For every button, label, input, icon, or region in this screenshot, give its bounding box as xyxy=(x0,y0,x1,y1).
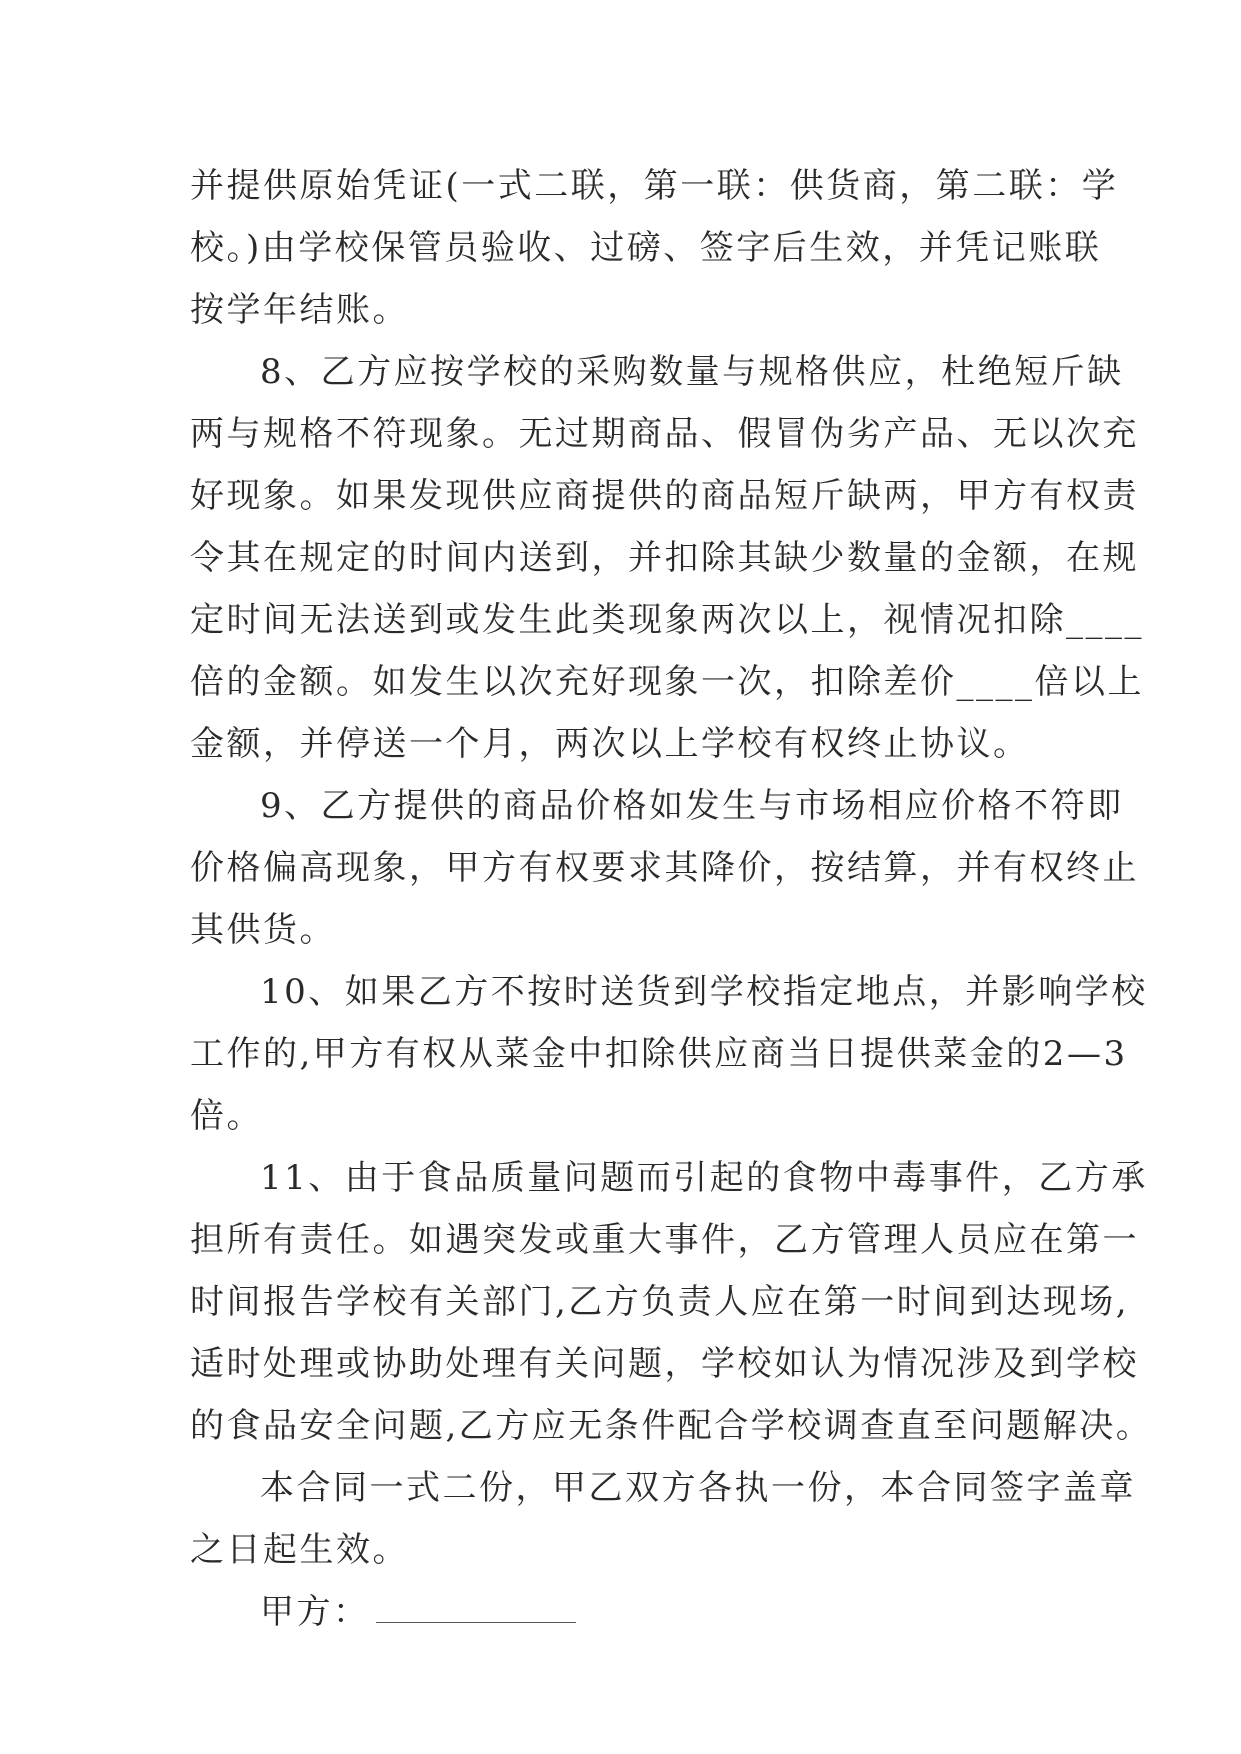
text-line: 令其在规定的时间内送到，并扣除其缺少数量的金额，在规 xyxy=(190,538,1139,578)
text-line: 适时处理或协助处理有关问题，学校如认为情况涉及到学校 xyxy=(190,1344,1139,1384)
paragraph-clause-10 xyxy=(190,961,1148,1147)
signature-blank xyxy=(376,1598,576,1623)
text-line: 11、由于食品质量问题而引起的食物中毒事件，乙方承 xyxy=(260,1158,1148,1198)
text-line: 其供货。 xyxy=(190,910,336,950)
text-line: 两与规格不符现象。无过期商品、假冒伪劣产品、无以次充 xyxy=(190,414,1139,454)
text-line: 工作的,甲方有权从菜金中扣除供应商当日提供菜金的2—3 xyxy=(190,1034,1128,1074)
text-line: 好现象。如果发现供应商提供的商品短斤缺两，甲方有权责 xyxy=(190,476,1139,516)
text-line: 担所有责任。如遇突发或重大事件，乙方管理人员应在第一 xyxy=(190,1220,1139,1260)
paragraph-clause-11 xyxy=(190,1147,1153,1457)
contract-body xyxy=(190,155,1153,1643)
text-line: 倍。 xyxy=(190,1096,263,1136)
text-line: 按学年结账。 xyxy=(190,290,409,330)
text-line: 倍的金额。如发生以次充好现象一次，扣除差价____倍以上 xyxy=(190,662,1144,702)
text-line: 金额，并停送一个月，两次以上学校有权终止协议。 xyxy=(190,724,1030,764)
paragraph-1 xyxy=(190,155,1119,341)
paragraph-clause-9 xyxy=(190,775,1139,961)
text-line: 9、乙方提供的商品价格如发生与市场相应价格不符即 xyxy=(260,786,1124,826)
text-line: 价格偏高现象，甲方有权要求其降价，按结算，并有权终止 xyxy=(190,848,1139,888)
signature-label: 甲方： xyxy=(260,1592,370,1632)
text-line: 校。)由学校保管员验收、过磅、签字后生效，并凭记账联 xyxy=(190,228,1102,268)
signature-party-a xyxy=(190,1581,1052,1643)
text-line: 并提供原始凭证(一式二联，第一联：供货商，第二联：学 xyxy=(190,166,1119,206)
text-line: 之日起生效。 xyxy=(190,1530,409,1570)
text-line: 的食品安全问题,乙方应无条件配合学校调查直至问题解决。 xyxy=(190,1406,1153,1446)
text-line: 10、如果乙方不按时送货到学校指定地点，并影响学校 xyxy=(260,972,1148,1012)
text-line: 定时间无法送到或发生此类现象两次以上，视情况扣除____ xyxy=(190,600,1144,640)
text-line: 本合同一式二份，甲乙双方各执一份，本合同签字盖章 xyxy=(260,1468,1136,1508)
text-line: 8、乙方应按学校的采购数量与规格供应，杜绝短斤缺 xyxy=(260,352,1124,392)
text-line: 时间报告学校有关部门,乙方负责人应在第一时间到达现场, xyxy=(190,1282,1130,1322)
paragraph-copies xyxy=(190,1457,1136,1581)
paragraph-clause-8 xyxy=(190,341,1144,775)
